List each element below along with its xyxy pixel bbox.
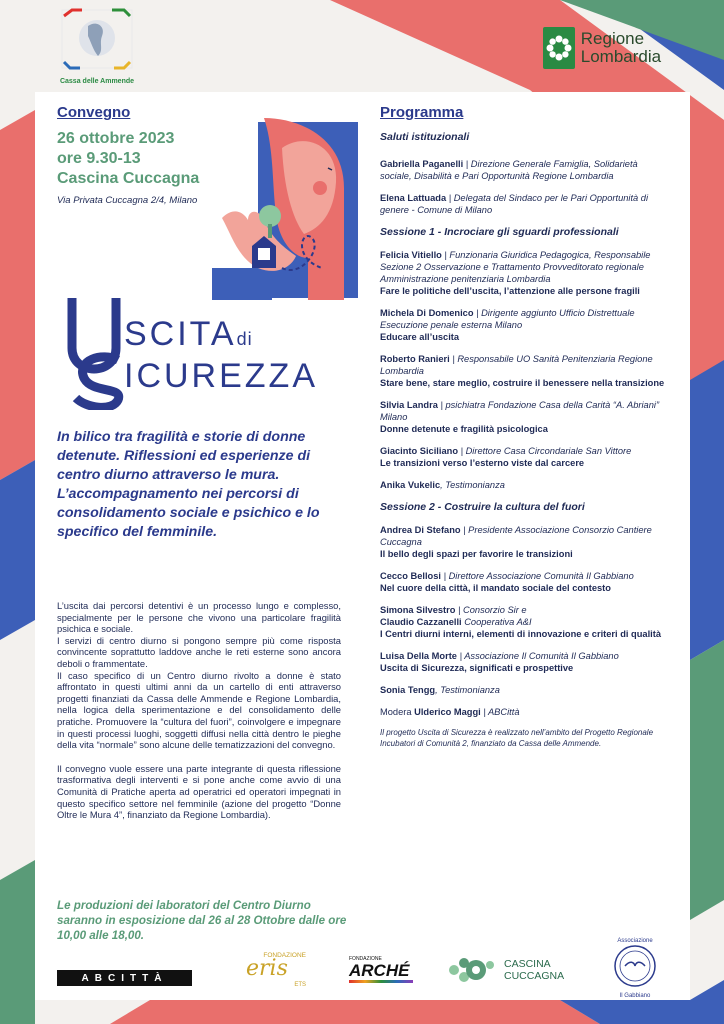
- speaker-role: | psichiatra Fondazione Casa della Carità “A. Abriani” Milano: [380, 400, 660, 422]
- program-column: [380, 104, 670, 749]
- speaker-name: Roberto Ranieri: [380, 354, 450, 364]
- program-item: [380, 650, 670, 674]
- speaker-role: | Funzionaria Giuridica Pedagogica, Responsabile Sezione 2 Osservazione e Trattamento Provveditorato regionale Amministrazione penitenziaria Lombardia: [380, 250, 651, 284]
- speaker-name: Giacinto Siciliano: [380, 446, 459, 456]
- title-di: di: [236, 329, 253, 349]
- speaker-name: Simona Silvestro: [380, 605, 456, 615]
- lombardia-rose-icon: [543, 27, 575, 69]
- speaker-role: | Consorzio Sir e: [455, 605, 527, 615]
- program-list-session-2: [380, 524, 670, 696]
- arche-color-bar: [349, 980, 413, 983]
- italy-emblem-icon: [58, 6, 136, 72]
- talk-title: Nel cuore della città, il mandato sociale del contesto: [380, 583, 611, 593]
- abcitta-logo: [57, 970, 192, 986]
- program-list-saluti: [380, 158, 670, 216]
- cassa-logo-text: Cassa delle Ammende: [59, 78, 135, 85]
- program-item: [380, 524, 670, 560]
- speaker-name: Cecco Bellosi: [380, 571, 441, 581]
- regione-logo-text: [581, 30, 693, 66]
- speaker-name: Luisa Della Morte: [380, 651, 457, 661]
- gabbiano-logo: [609, 938, 661, 1000]
- event-time: ore 9.30-13: [57, 150, 141, 167]
- body-paragraph-4: Il convegno vuole essere una parte integrante di questa riflessione trasformativa degli interventi e si pone anche come avvio di una Comunità di Pratiche aperta ad operatrici ed operatori impegnati in questo specifico settore nel femminile (azione del progetto “Donne Oltre le Mura 4”, finanziato da Regione Lombardia).: [57, 762, 341, 821]
- fondazione-arche-logo: [349, 956, 413, 988]
- program-item: [380, 570, 670, 594]
- speaker-role: Cooperativa A&I: [461, 617, 532, 627]
- cascina-text-2: CUCCAGNA: [504, 970, 565, 982]
- eris-sub-text: ETS: [294, 982, 306, 988]
- saluti-heading: Saluti istituzionali: [380, 131, 470, 143]
- session-2-heading: Sessione 2 - Costruire la cultura del fuori: [380, 501, 585, 513]
- speaker-name: Elena Lattuada: [380, 193, 447, 203]
- speaker-name: Claudio Cazzanelli: [380, 617, 462, 627]
- speaker-name: Silvia Landra: [380, 400, 438, 410]
- speaker-name: Michela Di Domenico: [380, 308, 474, 318]
- regione-name: Regione Lombardia: [580, 29, 662, 66]
- gabbiano-top-text: Associazione: [617, 938, 653, 944]
- talk-title: Il bello degli spazi per favorire le transizioni: [380, 549, 573, 559]
- uscita-di-sicurezza-logo: [62, 298, 347, 410]
- moderator-name: Ulderico Maggi: [414, 707, 481, 717]
- program-item: [380, 684, 670, 696]
- event-place: Cascina Cuccagna: [57, 170, 200, 187]
- title-uscita: SCITA: [124, 315, 237, 353]
- program-list-session-1: [380, 249, 670, 491]
- eris-top-text: FONDAZIONE: [263, 952, 306, 959]
- programma-heading: Programma: [380, 104, 464, 121]
- speaker-role: | Direttore Casa Circondariale San Vittore: [458, 446, 632, 456]
- speaker-role: | Direttore Associazione Comunità Il Gabbiano: [440, 571, 634, 581]
- speaker-role: , Testimonianza: [435, 685, 500, 695]
- speaker-role: | Dirigente aggiunto Ufficio Distrettuale Esecuzione penale esterna Milano: [380, 308, 635, 330]
- program-item: [380, 604, 670, 616]
- cuccagna-dots-icon: [446, 953, 498, 987]
- speaker-name: Gabriella Paganelli: [380, 159, 464, 169]
- arche-main-text: ARCHÉ: [349, 961, 410, 980]
- talk-title: Le transizioni verso l’esterno viste dal carcere: [380, 458, 585, 468]
- us-monogram-icon: [62, 298, 132, 410]
- talk-title: Stare bene, stare meglio, costruire il benessere nella transizione: [380, 378, 665, 388]
- program-item: [380, 192, 670, 216]
- moderator-role: | ABCittà: [480, 707, 520, 717]
- speaker-role: | Associazione Il Comunità Il Gabbiano: [456, 651, 619, 661]
- program-item: [380, 616, 670, 640]
- session-1-heading: Sessione 1 - Incrociare gli sguardi professionali: [380, 226, 619, 238]
- talk-title: I Centri diurni interni, elementi di innovazione e criteri di qualità: [380, 629, 662, 639]
- program-item: [380, 399, 670, 435]
- body-paragraph-2: I servizi di centro diurno si pongono sempre più come risposta convincente soprattutto laddove anche le reti esterne sono ancora deboli o frammentate.: [57, 634, 341, 669]
- eris-main-text: eris: [246, 956, 288, 981]
- lead-paragraph: In bilico tra fragilità e storie di donne detenute. Riflessioni ed esperienze di centro diurno attraverso le mura. L’accompagnamento nei percorsi di consolidamento sociale e psichico e lo specifico del femminile.: [57, 429, 320, 540]
- talk-title: Uscita di Sicurezza, significati e prospettive: [380, 663, 574, 673]
- cascina-text-1: CASCINA: [504, 958, 551, 970]
- speaker-role: | Delegata del Sindaco per le Pari Opportunità di genere - Comune di Milano: [380, 193, 649, 215]
- abcitta-text: ABCITTÀ: [81, 972, 168, 984]
- cassa-ammende-logo: [58, 6, 136, 84]
- program-item: [380, 445, 670, 469]
- woman-hand-illustration: [212, 118, 362, 306]
- speaker-name: Anika Vukelic: [380, 480, 441, 490]
- fondazione-eris-logo: [228, 952, 310, 988]
- gabbiano-seal-icon: [612, 944, 658, 988]
- speaker-role: | Responsabile UO Sanità Penitenziaria Regione Lombardia: [380, 354, 653, 376]
- talk-title: Donne detenute e fragilità psicologica: [380, 424, 548, 434]
- moderator-prefix: Modera: [380, 707, 415, 717]
- regione-lombardia-logo: [543, 26, 693, 70]
- speaker-name: Felicia Vitiello: [380, 250, 442, 260]
- moderator-line: [380, 706, 670, 718]
- arche-top-text: FONDAZIONE: [349, 956, 382, 962]
- program-item: [380, 479, 670, 491]
- talk-title: Fare le politiche dell’uscita, l’attenzione alle persone fragili: [380, 286, 640, 296]
- cascina-cuccagna-logo: [446, 952, 576, 988]
- exhibit-note: Le produzioni dei laboratori del Centro Diurno saranno in esposizione dal 26 al 28 Ottobre dalle ore 10,00 alle 18,00.: [57, 899, 347, 942]
- program-item: [380, 353, 670, 389]
- event-date: 26 ottobre 2023: [57, 130, 175, 147]
- body-paragraph-1: L’uscita dai percorsi detentivi è un processo lungo e complesso, specialmente per le persone che vivono una particolare fragilità psichica e sociale.: [57, 600, 341, 635]
- body-text-block: [57, 600, 341, 821]
- talk-title: Educare all’uscita: [380, 332, 460, 342]
- title-sicurezza: ICUREZZA: [124, 357, 318, 395]
- speaker-name: Sonia Tengg: [380, 685, 436, 695]
- speaker-role: , Testimonianza: [440, 480, 505, 490]
- body-paragraph-3: Il caso specifico di un Centro diurno rivolto a donne è stato affrontato in questi ultimi anni da un cartello di enti attraverso progetti finanziati da Cassa delle Ammende e Regione Lombardia, nella logica della sperimentazione e del consolidamento delle pratiche. Promuovere la “cultura del fuori”, coinvolgere e impegnare in questi processi luoghi, soggetti diffusi nella città dentro le pieghe della vita “normale” sono alcune delle tematizzazioni del convegno.: [57, 669, 341, 751]
- speaker-role: | Presidente Associazione Consorzio Cantiere Cuccagna: [380, 525, 652, 547]
- gabbiano-bottom-text: Il Gabbiano: [619, 993, 651, 999]
- convegno-heading: Convegno: [57, 104, 131, 121]
- speaker-role: | Direzione Generale Famiglia, Solidarietà sociale, Disabilità e Pari Opportunità Regione Lombardia: [380, 159, 638, 181]
- program-item: [380, 249, 670, 297]
- program-item: [380, 158, 670, 182]
- program-item: [380, 307, 670, 343]
- event-address: Via Privata Cuccagna 2/4, Milano: [57, 195, 198, 206]
- project-footnote: Il progetto Uscita di Sicurezza è realizzato nell’ambito del Progetto Regionale Incubatori di Comunità 2, finanziato da Cassa delle Ammende.: [380, 728, 654, 748]
- speaker-name: Andrea Di Stefano: [380, 525, 461, 535]
